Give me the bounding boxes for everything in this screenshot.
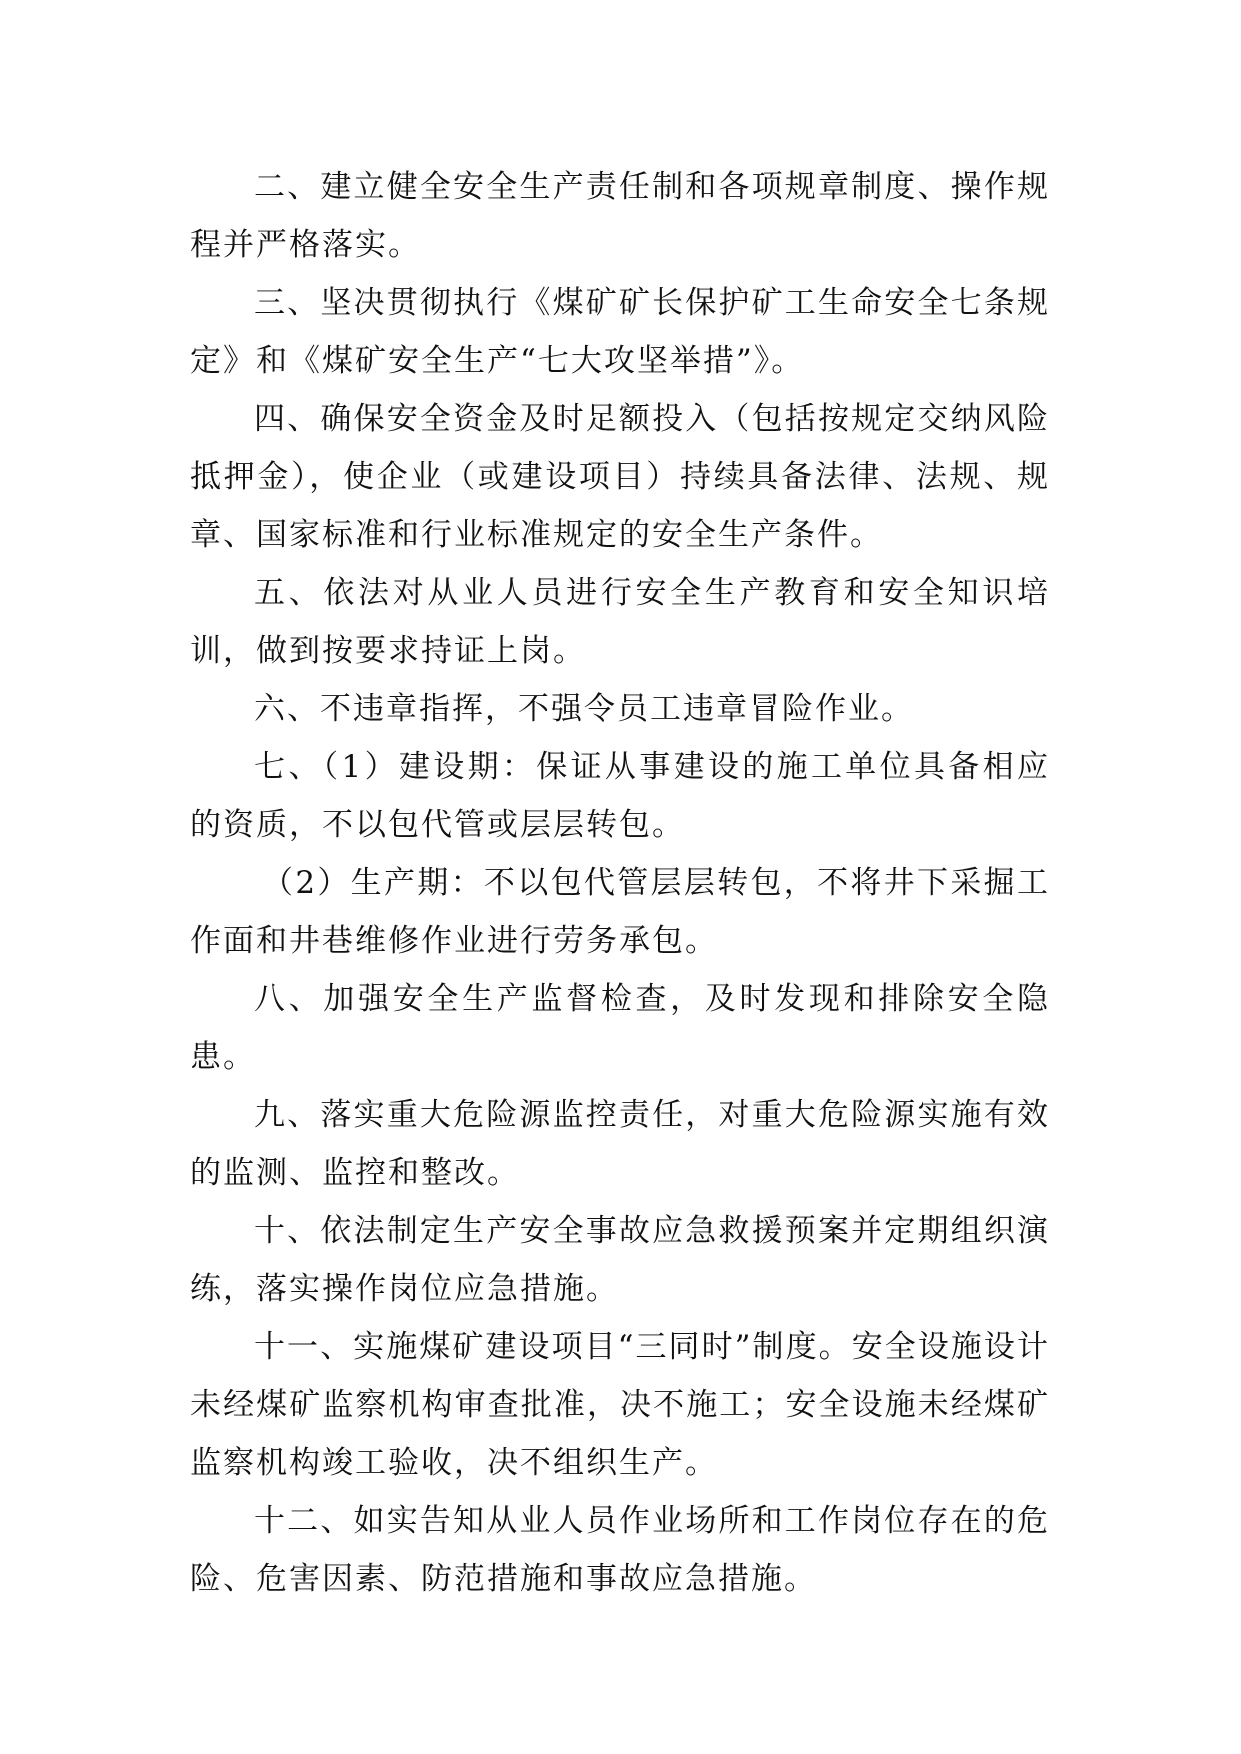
paragraph-4: 四、确保安全资金及时足额投入（包括按规定交纳风险抵押金），使企业（或建设项目）持续具备法律、法规、规章、国家标准和行业标准规定的安全生产条件。 <box>190 401 1050 553</box>
paragraph-3: 三、坚决贯彻执行《煤矿矿长保护矿工生命安全七条规定》和《煤矿安全生产“七大攻坚举措”》。 <box>190 285 1050 379</box>
paragraph-6: 六、不违章指挥，不强令员工违章冒险作业。 <box>254 691 914 727</box>
paragraph-5: 五、依法对从业人员进行安全生产教育和安全知识培训，做到按要求持证上岗。 <box>190 575 1050 669</box>
document-body <box>190 158 1050 1608</box>
paragraph-8: 八、加强安全生产监督检查，及时发现和排除安全隐患。 <box>190 981 1050 1075</box>
paragraph-12: 十二、如实告知从业人员作业场所和工作岗位存在的危险、危害因素、防范措施和事故应急措施。 <box>190 1503 1050 1597</box>
paragraph-7-1: 七、（1）建设期：保证从事建设的施工单位具备相应的资质，不以包代管或层层转包。 <box>190 749 1050 843</box>
paragraph-7-2: （2）生产期：不以包代管层层转包，不将井下采掘工作面和井巷维修作业进行劳务承包。 <box>190 865 1050 959</box>
paragraph-10: 十、依法制定生产安全事故应急救援预案并定期组织演练，落实操作岗位应急措施。 <box>190 1213 1050 1307</box>
paragraph-9: 九、落实重大危险源监控责任，对重大危险源实施有效的监测、监控和整改。 <box>190 1097 1050 1191</box>
paragraph-11: 十一、实施煤矿建设项目“三同时”制度。安全设施设计未经煤矿监察机构审查批准，决不施工；安全设施未经煤矿监察机构竣工验收，决不组织生产。 <box>190 1329 1050 1481</box>
paragraph-2: 二、建立健全安全生产责任制和各项规章制度、操作规程并严格落实。 <box>190 169 1050 263</box>
